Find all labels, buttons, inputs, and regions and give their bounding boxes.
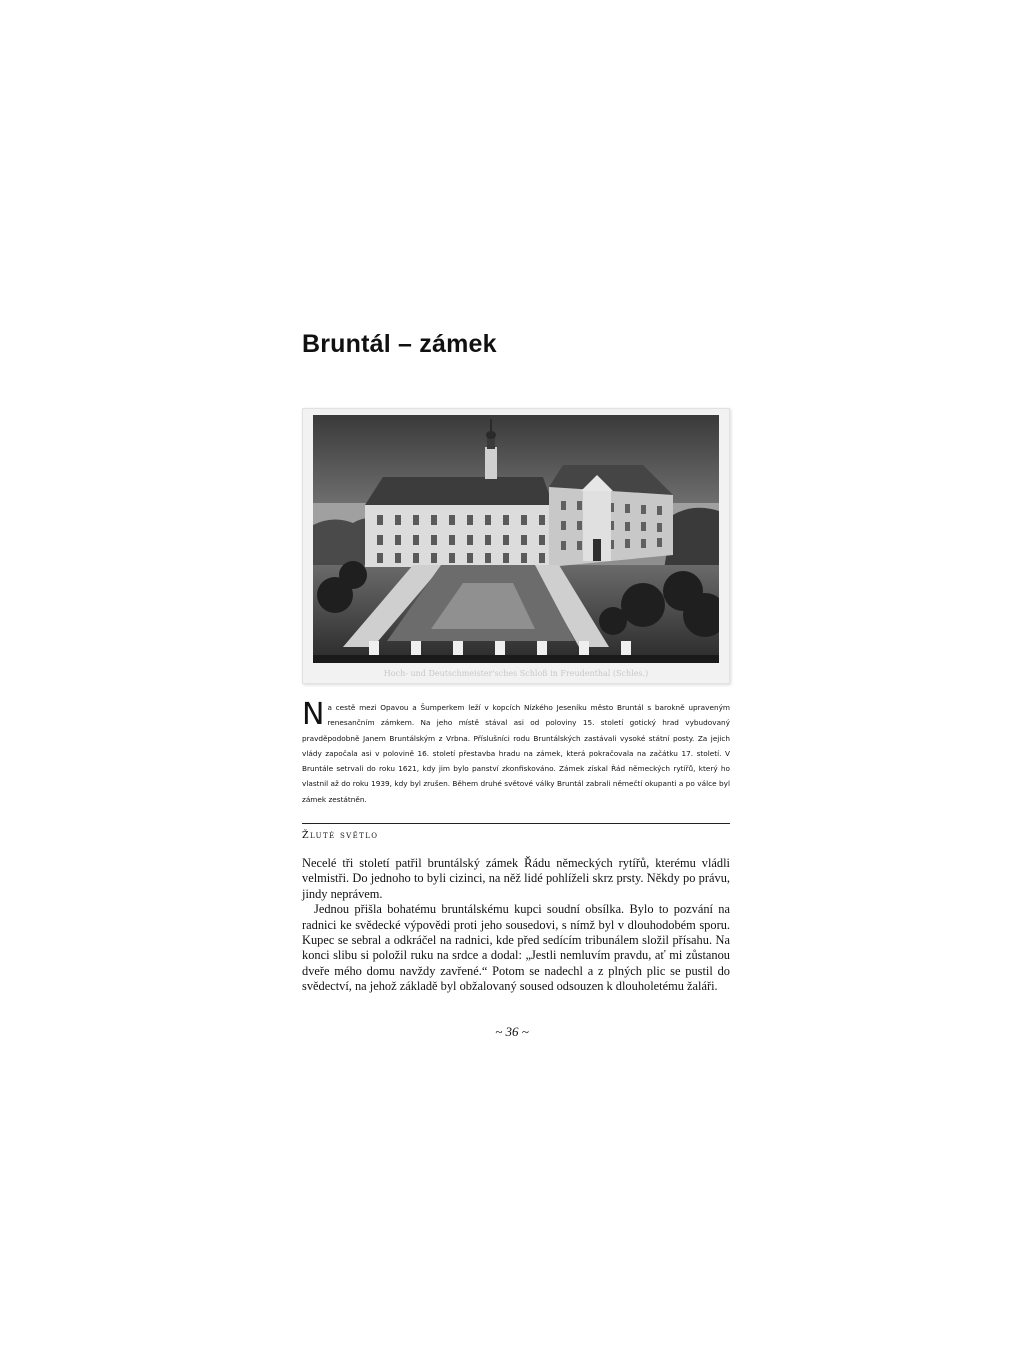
section-divider (302, 823, 730, 824)
story-text (302, 856, 730, 995)
story-paragraph: Necelé tři století patřil bruntálský zámek Řádu německých rytířů, kterému vládli velmistři. Do jednoho to byli cizinci, na něž lidé pohlíželi skrz prsty. Někdy po právu, jindy neprávem. (302, 856, 730, 901)
drop-cap: N (302, 697, 325, 732)
story-paragraph: Jednou přišla bohatému bruntálskému kupci soudní obsílka. Bylo to pozvání na radnici ke svědecké výpovědi proti jeho sousedovi, s nímž byl v dlouhodobém sporu. Kupec se sebral a odkráčel na radnici, kde před sedícím tribunálem složil přísahu. Na konci slibu si položil ruku na srdce a dodal: „Jestli nemluvím pravdu, ať mi zůstanou dveře mého domu navždy zavřené.“ Potom se nadechl a z plných plic se pustil do svědectví, na jehož základě byl obžalovaný soused odsouzen k dlouholetému žaláři. (302, 902, 730, 994)
intro-text: a cestě mezi Opavou a Šumperkem leží v kopcích Nízkého Jeseníku město Bruntál s barokně upraveným renesančním zámkem. Na jeho místě stával asi od poloviny 15. století gotický hrad vybudovaný pravděpodobně Janem Bruntálským z Vrbna. Příslušníci rodu Bruntálských zastávali vysoké státní posty. Za jejich vlády započala asi v polovině 16. století přestavba hradu na zámek, která pokračovala na začátku 17. století. V Bruntále setrvali do roku 1621, kdy jim bylo panství zkonfiskováno. Zámek získal Řád německých rytířů, který ho vlastnil až do roku 1939, kdy byl zrušen. Během druhé světové války Bruntál zabrali němečtí okupanti a po válce byl zámek zestátněn. (302, 703, 730, 804)
intro-paragraph (302, 697, 730, 807)
castle-photo (302, 408, 730, 684)
page-title: Bruntál – zámek (302, 330, 497, 358)
castle-photo-image (313, 415, 719, 663)
page-number: ~ 36 ~ (495, 1024, 529, 1039)
photo-caption: Hoch- und Deutschmeister'sches Schloß in Freudenthal (Schles.) (383, 669, 649, 678)
section-heading: Žluté světlo (302, 830, 379, 841)
